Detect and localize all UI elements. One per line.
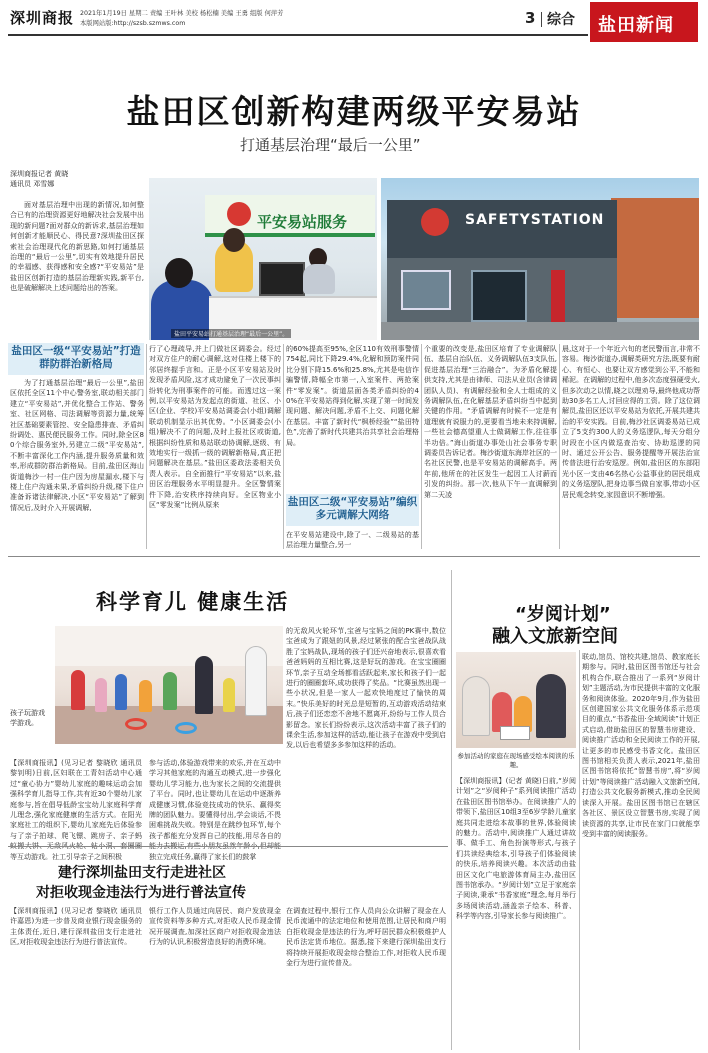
article-col4: 个重要的改变是,盐田区培育了专业调解队伍、基层自治队伍、义务调解队伍3支队伍,促进基层治理“三治融合”。为矛盾化解提供支持,尤其是由律师、司法从业员(含律调团队人员)、有调解经验和全人士组成的义务调解队伍,在化解基层矛盾纠纷当中起到关键的作用。“矛盾调解有时候不一定是有道理就有说服力的,更要看当地未来持调解,一些社会德高望重人士做调解工作,往往事半功倍。”海山街道办事处山社会事务专职调委员告诉记者。梅沙街道东海岸社区的一名社区民警,也是平安易站的调解高手。两年前,他所在的社区发生一起因工人讨薪而引发的纠纷。那一次,他从下午一直调解到第二天凌 [424, 345, 557, 499]
bank-col3: 在调查过程中,银行工作人员向公众讲解了现金在人民币流通中的法定地位和使用范围,让居民和商户明白拒收现金是违法的行为,呼吁居民群众积极维护人民币法定货币地位。据悉,接下来建行深圳盐田支行将持续开展拒收现金综合整治工作,对拒收人民币现金行为进行宣传普及。 [286, 907, 446, 968]
newspaper-logo: 深圳商报 [10, 9, 75, 27]
brand-badge [590, 2, 698, 42]
column-rule [579, 650, 580, 1050]
main-title: 盐田区创新构建两级平安易站 [126, 92, 582, 131]
section-divider [8, 846, 448, 847]
child-figure [139, 680, 152, 712]
reading-col1: 【深圳商报讯】(记者 黄晓)日前,“岁阅计划”之“岁阅种子”系列阅读推广活动在盐田区图书馆举办。在阅读推广人的带领下,盐田区10组3至6岁学龄儿童家庭共同走进绘本故事的世界,体验阅读的魅力。活动中,阅读推广人通过讲故事、做手工、角色扮演等形式,与孩子们共读经典绘本,引导孩子们体验阅读的快乐,培养阅读兴趣。本次活动由盐田区文化广电旅游体育局主办,盐田区图书馆承办。“岁阅计划”立足于家庭亲子阅读,秉承“书香家庭”理念,每月举行多场阅读活动,涵盖亲子绘本、科普、科学等内容,引导家长参与阅读推广。 [456, 777, 576, 921]
science-photo-caption: 孩子玩游戏学游戏。 [10, 709, 45, 727]
photo-kids-games [55, 626, 283, 744]
section-divider [8, 556, 700, 557]
subhead-level2: 盐田区二级“平安易站”编织多元调解大网络 [286, 494, 419, 526]
reading-title-line1: “岁阅计划” [515, 604, 611, 625]
photo-safety-station [381, 178, 699, 340]
adult-figure [536, 674, 566, 738]
photo1-caption: 盐田平安易站打通基层治理“最后一公里”。 [171, 329, 291, 338]
child-figure [115, 674, 127, 710]
page-divider [541, 12, 542, 27]
column-rule [421, 344, 422, 549]
subhead-level1: 盐田区一级“平安易站”打造群防群治新格局 [8, 343, 144, 375]
reading-col2: 联动,馆员、馆校共建,馆员、教家庭长期参与。同时,盐田区图书馆还与社会机构合作,联合推出了一系列“岁阅计划”主题活动,为市民提供丰富的文化服务和阅读体验。2020年9月,作为盐田区创建国家公共文化服务体系示范项目的重点,“书香盐田·全域阅读”计划正式启动,借助盐田区的智慧书房建设、阅读推广活动和全民阅读工作的开展,让更多的市民感受书香文化。盐田区图书馆相关负责人表示,2021年,盐田区图书馆将依托“智慧书房”,将“岁阅计划”等阅读推广活动融入文旅新空间,打造公共文化服务新模式,推动全民阅读深入开展。盐田区图书馆已在辖区各社区、景区设立智慧书房,实现了阅读资源的共享,让市民在家门口就能享受到丰富的阅读服务。 [582, 653, 700, 838]
station-sign-text: SAFETYSTATION [465, 212, 605, 228]
staff2-body [303, 264, 335, 294]
monitor [259, 262, 305, 296]
article-col2: 行了心理疏导,并上门做社区调委会。经过对双方住户的耐心调解,这对住楼上楼下的邻居终握手言和。正是小区平安易站及时发现矛盾风险,这才成功避免了一次民事纠纷转化为刑事案件的可能。而透过这一案例,以平安易站为发起点的街道、社区、小区(企业、学校)平安易站调委会(小组)调解联动机制显示出其优势。“小区调委会(小组)解决不了的问题,及时上报社区或街道,根据纠纷性质和易站联动协调解,逐级、有效地实行一级抓一级的调解新格局,真正把问题解决在基层。”盐田区委政法委相关负责人表示。自全面推行“平安易站”以来,盐田区治理服务水平明显提升。全区警情案件下降,治安秩序持续向好。全区物业小区“零发案”比例从原来 [149, 345, 281, 510]
bank-col2: 银行工作人员通过向居民、商户发放现金宣传资料等多种方式,对拒收人民币现金情况开展调查,加深社区商户对拒收现金违法行为的认识,积极营造良好的消费环境。 [149, 907, 281, 947]
article-col3b: 在平安易站建设中,除了一、二级易站的基层治理力量整合,另一 [286, 531, 419, 550]
article-col1: 为了打通基层治理“最后一公里”,盐田区依托全区11个中心警务室,联动相关部门建立“平安易站”,并优化整合工作站、警务室、社区网格、司法调解等资源力量,统筹社区基础要素管控、安全隐患排查、矛盾纠纷调处、惠民便民服务工作。同时,除全区80个综合服务室外,另建立二级“平安易站”,不断丰富深化工作内涵,提升服务质量和效率,形成群防群治新格局。目前,盐田区海山街道梅沙一村一住户因为房屋漏水,楼下与楼上住户沟通未果,矛盾纠纷升级,楼下住户准备诉诸法律解决,小区“平安易站”了解到情况后,及时介入开展调解, [10, 379, 144, 512]
hoop-ring [125, 718, 147, 730]
science-col1: 【深圳商报讯】(见习记者 黎晓欣 通讯员 黎钊明)日前,区妇联在工青妇活动中心通过“童心协力”婴幼儿家庭的趣味运动会加强科学育儿指导工作,共有近30个婴幼儿家庭参与,旨在倡导低龄宝宝幼儿家庭科学育儿理念,强化家庭健康的生活方式。在阳光家庭社工的组织下,婴幼儿家庭先后体验参与了亲子拍球、爬飞镖、跳房子、亲子蚂 等互动游戏。社工引导亲子之间积极 [10, 759, 142, 861]
reading-photo-caption: 参加活动的家庭在现场感受绘本阅读的乐趣。 [457, 752, 575, 769]
page-number: 3 [525, 9, 536, 27]
adult-figure [462, 676, 490, 736]
section-name: 综合 [547, 12, 575, 28]
byline-reporter: 深圳商报记者 黄晓 [10, 170, 69, 178]
main-subtitle: 打通基层治理“最后一公里” [240, 136, 421, 154]
reading-title-line2: 融入文旅新空间 [492, 626, 618, 647]
child-figure [95, 678, 107, 712]
column-rule [451, 570, 452, 1050]
article-col3: 的60%提高至95%,全区110有效刑事警情754起,同比下降29.4%,化解和预防案件同比分别下降15.6%和25.8%,尤其是电信诈骗警情,降幅全市第一,入室案件、两抢案件“零发案”。街道层面各类矛盾纠纷的40%在平安易站得到化解,实现了第一时间发现问题、解决问题,矛盾不上交、问题化解在基层。丰富了新时代“枫桥经验”“盐田特色”,完善了新时代共建共治共享社会治理格局。 [286, 345, 419, 447]
masthead-info: 2021年1月19日 星期二 责编 王叶林 美校 杨松楠 美编 王勇 组版 何萍芳 [80, 10, 284, 17]
masthead-web: 本版网站版:http://szsb.szmws.com [80, 20, 186, 27]
science-title: 科学育儿 健康生活 [96, 590, 290, 614]
science-col2: 参与活动,体验游戏带来的欢乐,并在互动中学习其他家庭的沟通互动模式,进一步强化婴幼儿学习能力,也为家长之间的交流提供了平台。同时,也让婴幼儿在运动中逐渐养成健康习惯,体验竞技成功的快乐、赢得奖牌的团队魅力。要懂得付出,学会谈话,不畏困难挑战失败。特别是在跳纱包环节,每个孩子都能充分发挥自己的技能,用尽各自的 独立完成任务,赢得了家长们的鼓掌 [149, 759, 281, 861]
child-figure [223, 678, 235, 712]
bank-title-line1: 建行深圳盐田支行走进社区 [58, 865, 226, 881]
visitor-head [165, 258, 193, 288]
ground [381, 322, 699, 340]
child-figure [163, 672, 177, 710]
child-figure [71, 670, 85, 710]
photo-service-desk [149, 178, 377, 340]
bank-col1: 【深圳商报讯】(见习记者 黎晓欣 通讯员 许嘉恩)为进一步普及商业银行现金服务的主体责任,近日,建行深圳盐田支行走进社区,对拒收现金违法行为进行普法宣传。 [10, 907, 142, 947]
column-rule [146, 344, 147, 549]
station-window [401, 270, 451, 310]
byline [10, 169, 140, 189]
masthead-rule [8, 34, 588, 36]
column-rule [559, 344, 560, 549]
bank-title-line2: 对拒收现金违法行为进行普法宣传 [36, 885, 246, 901]
masthead [0, 0, 708, 48]
red-post [551, 270, 565, 330]
station-logo [421, 208, 449, 236]
adult-figure [195, 656, 213, 714]
staff-head [223, 228, 245, 252]
adult-figure [245, 646, 267, 716]
article-col5: 晨,这对于一个年近六旬的老民警而言,非常不容易。梅沙街道办,调解类研究方法,既要有耐心、有恒心、也要让双方感觉到公平,不能和稀泥。在调解的过程中,他多次态度强硬受火,但多次动之以情,晓之以理劝导,最终他成功帮助30多名工人,讨回应得的工资。除了这位调解员,盐田区还以平安易站为依托,开展共建共治的平安实践。目前,梅沙社区调委易站已成立了5支约300人的义务巡逻队,每天分组分时段在小区内做巡查治安、协助巡逻的同时、通过公开公告、服务提醒等开展法治宣传普法进行治安巡逻。例如,盐田区的东部阳光小区一支由46名热心公益事业的居民组成的义务巡逻队,把身边事当做自家事,带动小区居民观念转变,家园意识不断增强。 [562, 345, 700, 499]
desk-sign-text: 平安易站服务 [257, 213, 348, 231]
container-upper [387, 200, 617, 258]
brand-name: 盐田新闻 [598, 15, 674, 36]
station-door [471, 270, 527, 322]
hoop-ring [175, 722, 197, 734]
byline-correspondent: 通讯员 邓雪娜 [10, 180, 55, 188]
column-rule [283, 344, 284, 549]
lead-paragraph: 面对基层治理中出现的新情况,如何整合已有的治理资源更好地解决社会发展中出现的新问题?面对群众的新诉求,基层治理如何创新才能顺民心、得民意?深圳盐田区探索社会治理现代化的新思路,如何打通基层治理的“最后一公里”,切实有效地提升居民的幸福感、获得感和安全感?“平安易站”是盐田区创新打造的基层治理新实践,新平台,也是破解解决上述问题给出的答案。 [10, 201, 144, 293]
book-icon [500, 726, 530, 740]
building-right [611, 198, 699, 318]
science-col3: 的无敌风火轮环节,宝爸与宝妈之间的PK赛中,数位宝爸成为了跟妞的风景,经过紧张的配合宝爸战队战胜了宝妈战队,现场的孩子们还兴奋地表示,很喜欢看爸爸妈妈的互相比赛,这是好玩的游戏。在宝宝圈圈环节,亲子互动全场都看活跃起来,家长和孩子们一起进行的圈圈套环,成功获得了奖品。“比赛虽然出现一些小状况,但是一家人一起欢快地度过了愉快的周末。”快乐美好的时光总是短暂的,互动游戏活动结束后,孩子们还恋恋不舍地不愿离开,纷纷与工作人员合影留念。家长们纷纷表示,这次活动丰富了孩子们的课余生活,参加这样的活动,能让孩子在游戏中受到启发,以后也希望多多参加这样的活动。 [286, 627, 446, 750]
photo-reading-family [456, 652, 576, 748]
desk-logo [227, 202, 251, 226]
